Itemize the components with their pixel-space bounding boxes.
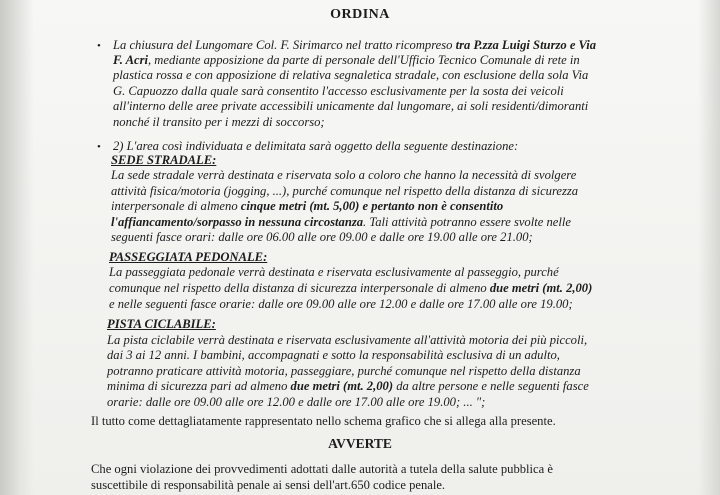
item1-line-2: F. Acri, mediante apposizione da parte di personale dell'Ufficio Tecnico Comunale di rete in xyxy=(113,53,580,67)
sede-line-1: La sede stradale verrà destinata e riservata solo a coloro che hanno la necessità di svolgere xyxy=(111,168,577,182)
pista-ciclabile-heading: PISTA CICLABILE: xyxy=(107,317,216,331)
bullet-item-1: • xyxy=(97,40,101,52)
item1-line-5: all'interno delle aree private accessibili unicamente dal lungomare, ai soli residenti/dimoranti xyxy=(113,99,589,113)
sede-line-4: l'affiancamento/sorpasso in nessuna circostanza. Tali attività potranno essere svolte nelle xyxy=(111,215,571,229)
sede-line-3: interpersonale di almeno cinque metri (mt. 5,00) e pertanto non è consentito xyxy=(111,199,504,213)
passeggiata-line-1: La passeggiata pedonale verrà destinata e riservata esclusivamente al passeggio, purché xyxy=(109,265,559,279)
passeggiata-line-2: comunque nel rispetto della distanza di sicurezza interpersonale di almeno due metri (mt. 2,00) xyxy=(109,281,593,295)
summary-text: Il tutto come dettagliatamente rappresentato nello schema grafico che si allega alla presente. xyxy=(91,414,556,428)
item1-line-1: La chiusura del Lungomare Col. F. Sirimarco nel tratto ricompreso tra P.zza Luigi Sturzo e Via xyxy=(113,38,597,52)
document-title: ORDINA xyxy=(330,7,390,22)
pista-line-3: potranno praticare attività motoria, passeggiare, purché comunque nel rispetto della distanza xyxy=(107,364,581,378)
sede-line-2: attività fisica/motoria (jogging, ...), purché comunque nel rispetto della distanza di sicurezza xyxy=(111,184,579,198)
passeggiata-pedonale-heading: PASSEGGIATA PEDONALE: xyxy=(109,250,268,264)
item2-intro: 2) L'area così individuata e delimitata sarà oggetto della seguente destinazione: xyxy=(113,139,519,153)
item1-line-3: plastica rossa e con apposizione di relativa segnaletica stradale, con esclusione della sola Via xyxy=(113,68,589,82)
avverte-heading: AVVERTE xyxy=(328,436,392,451)
page-shadow-right xyxy=(698,0,720,495)
pista-line-2: dai 3 ai 12 anni. I bambini, accompagnati e sotto la responsabilità esclusiva di un adulto, xyxy=(107,348,560,362)
pista-line-1: La pista ciclabile verrà destinata e riservata esclusivamente all'attività motoria dei più piccoli, xyxy=(107,333,588,347)
item1-line-4: G. Capuozzo dalla quale sarà consentito l'accesso esclusivamente per la sosta dei veicoli xyxy=(113,84,564,98)
item1-line-6: nonché il transito per i mezzi di soccorso; xyxy=(113,115,325,129)
pista-line-5: orarie: dalle ore 09.00 alle ore 12.00 e dalle ore 17.00 alle ore 19.00; ... "; xyxy=(107,395,486,409)
sede-line-5: seguenti fasce orari: dalle ore 06.00 alle ore 09.00 e dalle ore 19.00 alle ore 21.00; xyxy=(111,230,533,244)
pista-line-4: minima di sicurezza pari ad almeno due metri (mt. 2,00) da altre persone e nelle seguenti fasce xyxy=(107,379,589,393)
avverte-line-2: suscettibile di responsabilità penale ai sensi dell'art.650 codice penale. xyxy=(91,478,446,492)
sede-stradale-heading: SEDE STRADALE: xyxy=(111,153,217,167)
avverte-line-1: Che ogni violazione dei provvedimenti adottati dalle autorità a tutela della salute pubblica è xyxy=(91,462,553,476)
bullet-item-2: • xyxy=(97,141,101,153)
page-shadow-left xyxy=(0,0,34,495)
passeggiata-line-3: e nelle seguenti fasce orarie: dalle ore 09.00 alle ore 12.00 e dalle ore 17.00 alle ore 19.00; xyxy=(109,297,573,311)
